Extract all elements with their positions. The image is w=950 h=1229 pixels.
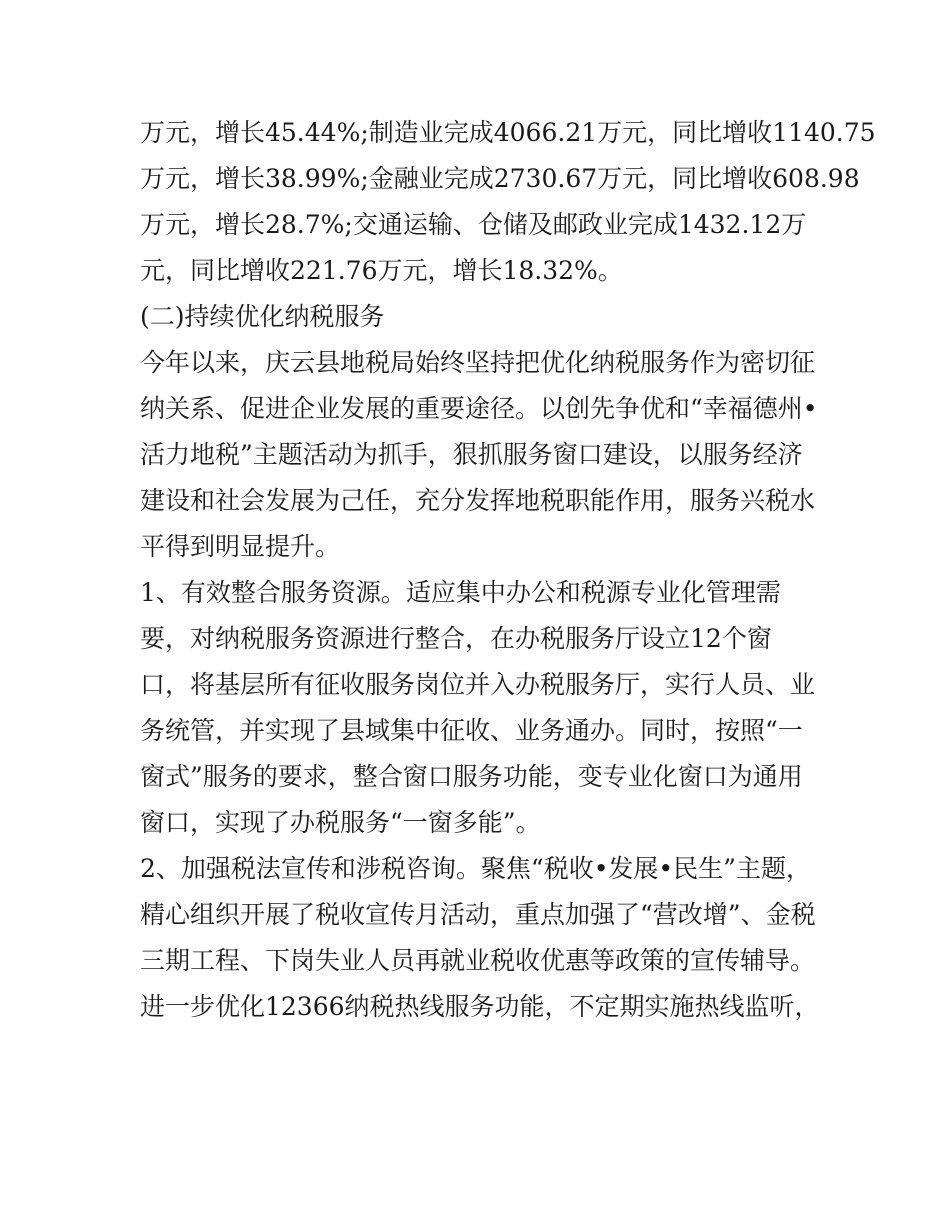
text-line: 三期工程、下岗失业人员再就业税收优惠等政策的宣传辅导。: [140, 946, 816, 975]
list-item-heading: 2、加强税法宣传和涉税咨询。聚焦“税收•发展•民生”主题，: [140, 854, 811, 883]
text-line: 万元，增长28.7%;交通运输、仓储及邮政业完成1432.12万: [140, 210, 807, 239]
text-line: 纳关系、促进企业发展的重要途径。以创先争优和“幸福德州•: [140, 394, 818, 423]
text-line: 要，对纳税服务资源进行整合，在办税服务厅设立12个窗: [140, 624, 772, 653]
text-line: 平得到明显提升。: [140, 532, 341, 561]
body-text: [140, 110, 876, 1030]
text-line: 今年以来，庆云县地税局始终坚持把优化纳税服务作为密切征: [140, 348, 816, 377]
text-line: 万元，增长38.99%;金融业完成2730.67万元，同比增收608.98: [140, 164, 860, 193]
text-line: 精心组织开展了税收宣传月活动，重点加强了“营改增”、金税: [140, 900, 816, 929]
text-line: 活力地税”主题活动为抓手，狠抓服务窗口建设，以服务经济: [140, 440, 803, 469]
text-line: 建设和社会发展为己任，充分发挥地税职能作用，服务兴税水: [140, 486, 816, 515]
text-line: 元，同比增收221.76万元，增长18.32%。: [140, 256, 623, 285]
text-line: 口，将基层所有征收服务岗位并入办税服务厅，实行人员、业: [140, 670, 816, 699]
text-line: 务统管，并实现了县域集中征收、业务通办。同时，按照“一: [140, 716, 803, 745]
text-line: 窗式”服务的要求，整合窗口服务功能，变专业化窗口为通用: [140, 762, 803, 791]
section-heading: (二)持续优化纳税服务: [140, 302, 385, 331]
text-line: 万元，增长45.44%;制造业完成4066.21万元，同比增收1140.75: [140, 118, 876, 147]
list-item-heading: 1、有效整合服务资源。适应集中办公和税源专业化管理需: [140, 578, 781, 607]
text-line: 窗口，实现了办税服务“一窗多能”。: [140, 808, 541, 837]
text-line: 进一步优化12366纳税热线服务功能，不定期实施热线监听，: [140, 992, 820, 1021]
